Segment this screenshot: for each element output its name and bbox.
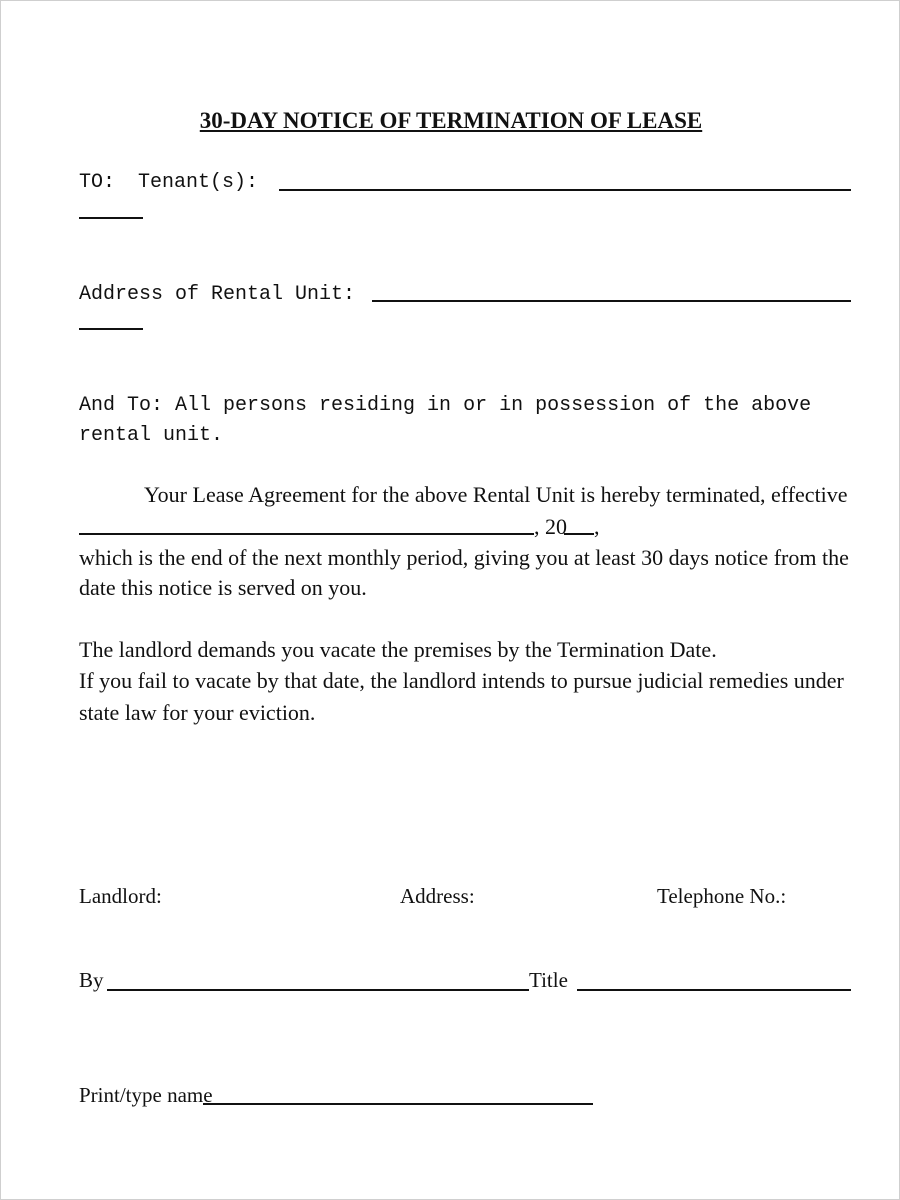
by-label: By <box>79 968 104 992</box>
rental-address-field-continued[interactable] <box>79 328 143 330</box>
to-label: TO: <box>79 171 116 194</box>
tenant-label: Tenant(s): <box>138 171 259 194</box>
print-name-field[interactable] <box>203 1103 593 1105</box>
fail-line-2: state law for your eviction. <box>79 700 316 725</box>
tenant-name-field[interactable] <box>279 189 851 191</box>
landlord-label: Landlord: <box>79 884 162 908</box>
and-to-line-2: rental unit. <box>79 424 224 447</box>
by-signature-field[interactable] <box>107 989 529 991</box>
lease-terminated-line: Your Lease Agreement for the above Rental Unit is hereby terminated, effective <box>144 482 848 507</box>
title-field[interactable] <box>577 989 851 991</box>
year-field[interactable] <box>564 533 594 535</box>
print-name-label: Print/type name <box>79 1083 213 1107</box>
period-line-2: date this notice is served on you. <box>79 575 367 600</box>
landlord-address-label: Address: <box>400 884 475 908</box>
demand-line: The landlord demands you vacate the premises by the Termination Date. <box>79 637 717 662</box>
year-prefix: , 20 <box>534 514 567 539</box>
telephone-label: Telephone No.: <box>657 884 787 908</box>
rental-address-field[interactable] <box>372 300 851 302</box>
document-title: 30-DAY NOTICE OF TERMINATION OF LEASE <box>199 108 703 133</box>
period-line-1: which is the end of the next monthly period, giving you at least 30 days notice from the <box>79 545 849 570</box>
rental-address-label: Address of Rental Unit: <box>79 283 356 306</box>
fail-line-1: If you fail to vacate by that date, the landlord intends to pursue judicial remedies under <box>79 668 844 693</box>
effective-date-field[interactable] <box>79 533 534 535</box>
date-comma: , <box>594 514 600 539</box>
and-to-line-1: And To: All persons residing in or in possession of the above <box>79 394 812 417</box>
tenant-name-field-continued[interactable] <box>79 217 143 219</box>
title-label: Title <box>529 968 568 992</box>
